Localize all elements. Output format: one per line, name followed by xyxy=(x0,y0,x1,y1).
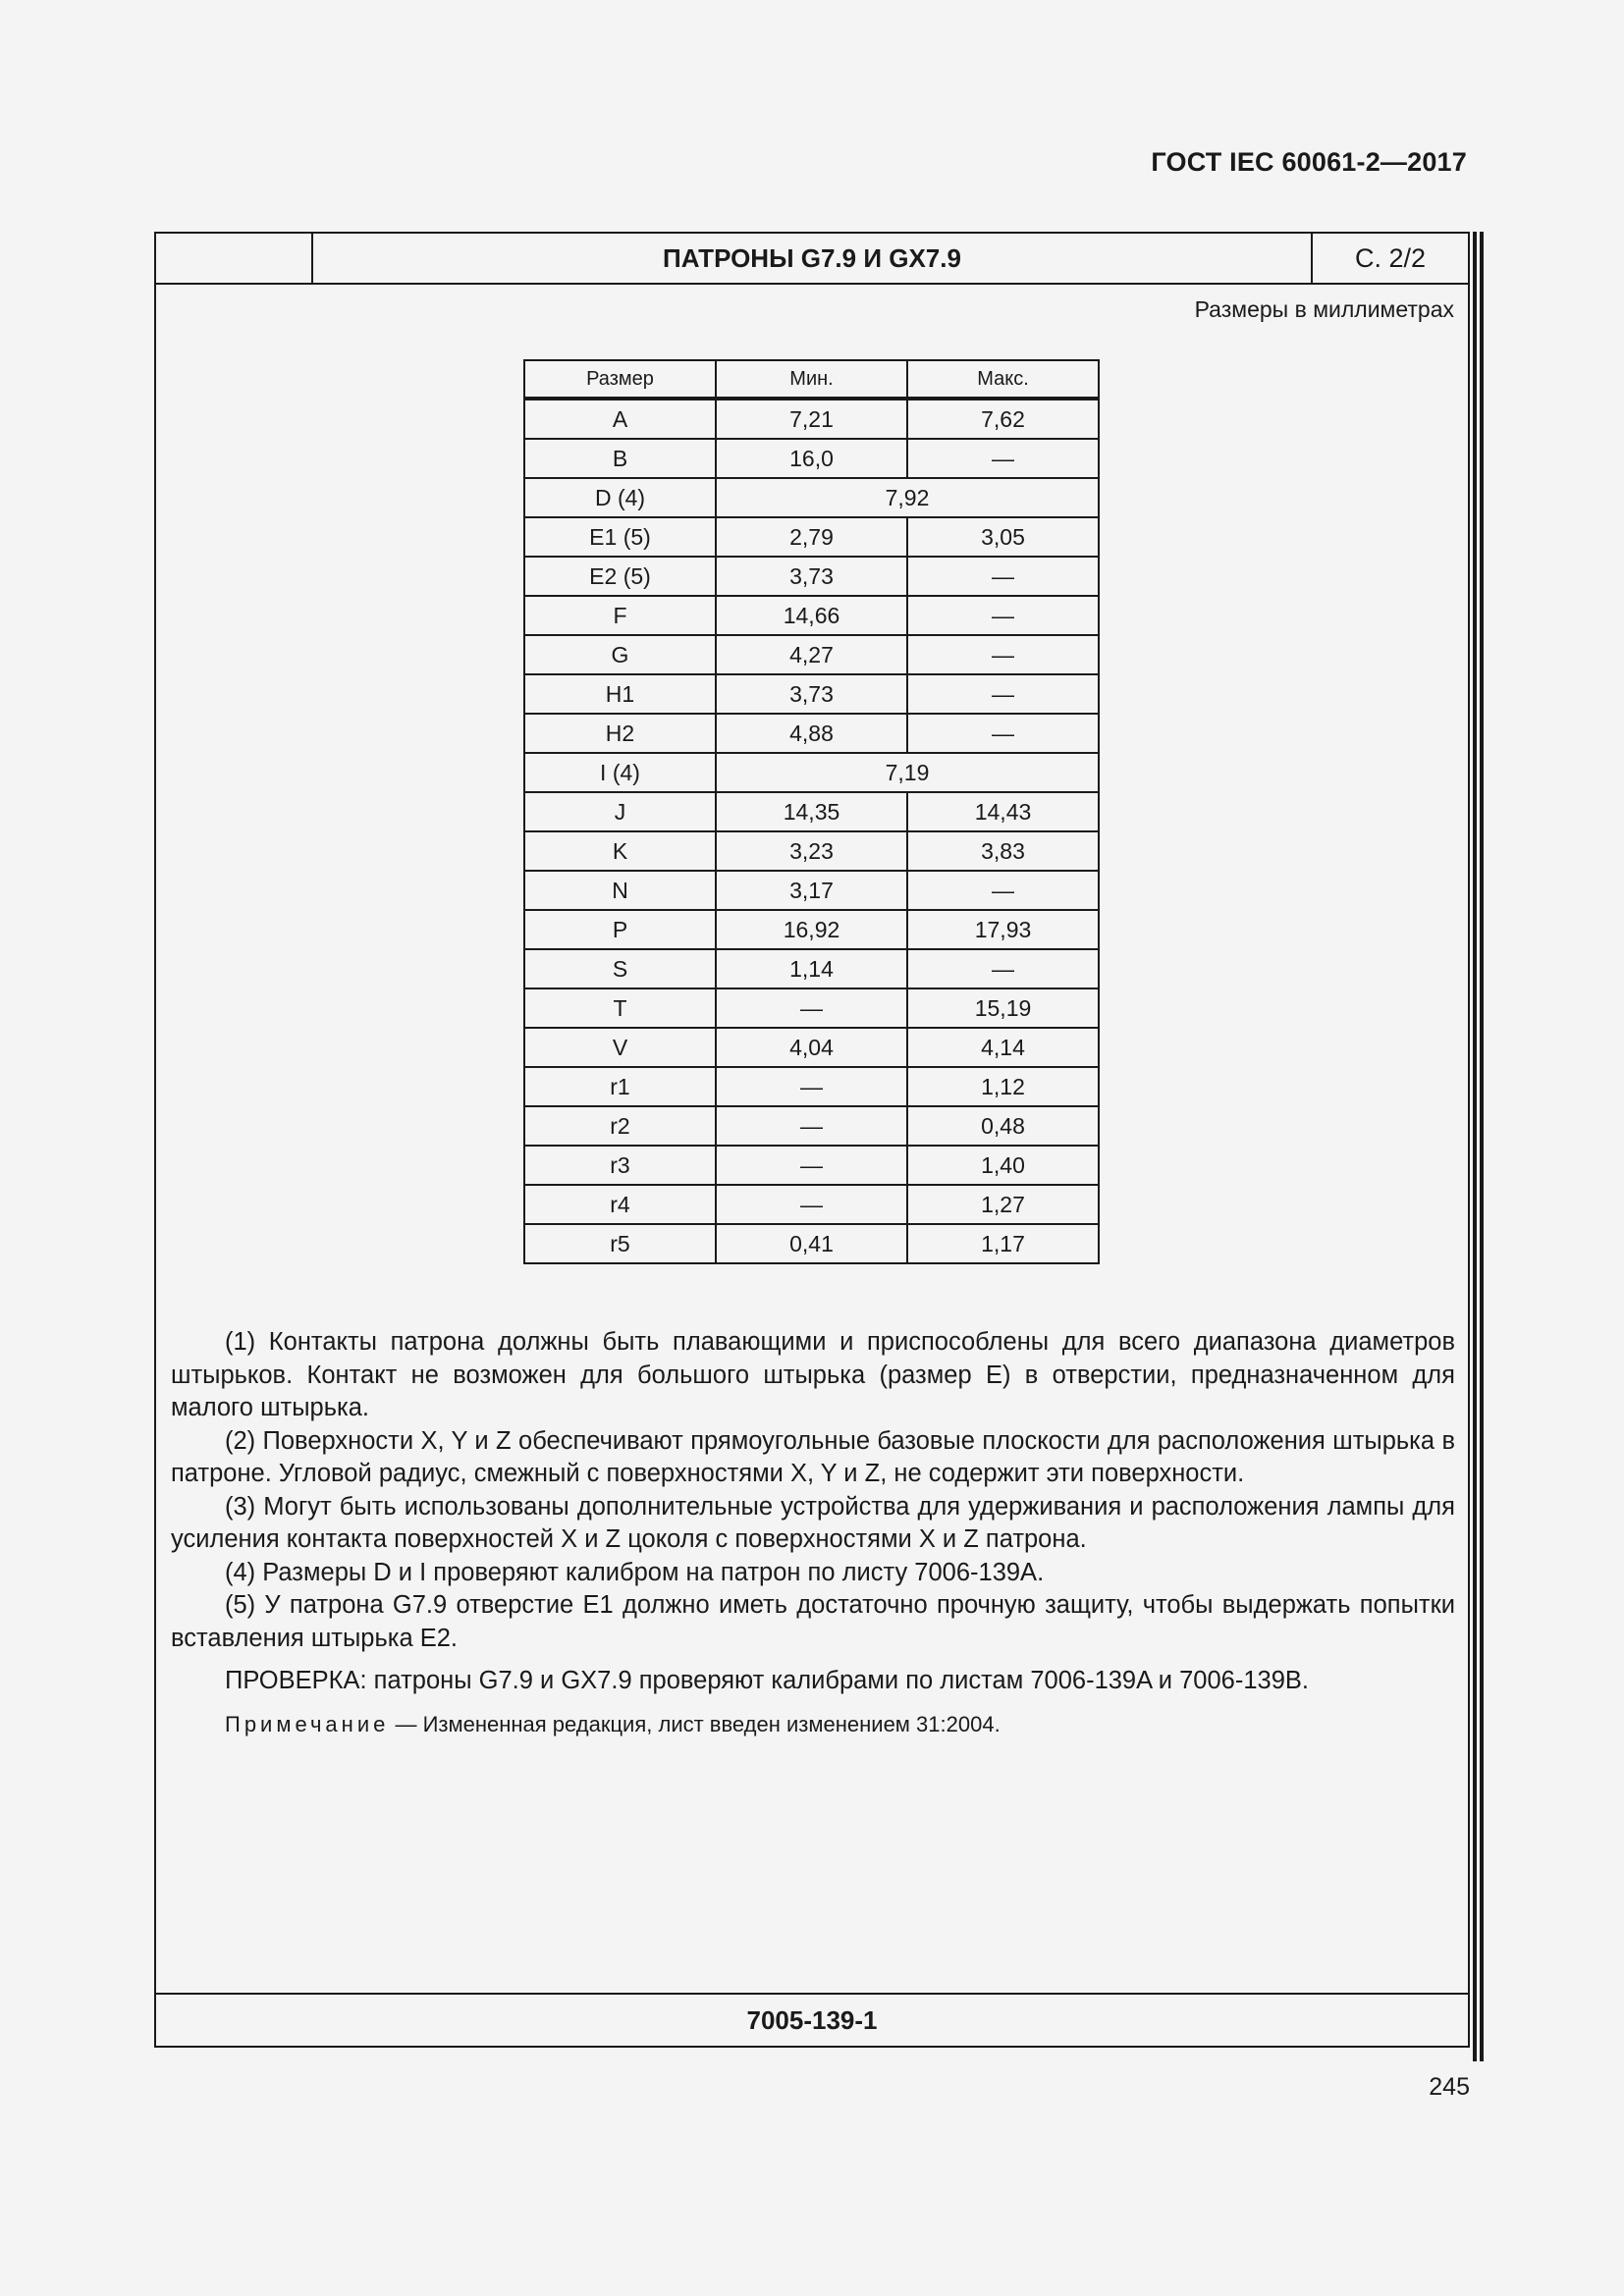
table-row xyxy=(524,1224,1099,1263)
dimension-value-cell: 4,27 xyxy=(716,635,907,674)
note-4: (4) Размеры D и I проверяют калибром на патрон по листу 7006-139A. xyxy=(225,1558,1045,1586)
dimension-name-cell: F xyxy=(524,596,716,635)
dimension-name-cell: r2 xyxy=(524,1106,716,1146)
note-2: (2) Поверхности X, Y и Z обеспечивают прямоугольные базовые плоскости для расположения штырька в патроне. Угловой радиус, смежный с поверхностями X, Y и Z, не содержит эти поверхности. xyxy=(171,1426,1455,1487)
dimension-name-cell: B xyxy=(524,439,716,478)
note-1: (1) Контакты патрона должны быть плавающими и приспособлены для всего диапазона диаметров штырьков. Контакт не возможен для большого штырька (размер E) в отверстии, предназначенном для малого штырька. xyxy=(171,1328,1455,1421)
table-row xyxy=(524,1185,1099,1224)
table-header-row xyxy=(524,360,1099,399)
dimension-name-cell: H2 xyxy=(524,714,716,753)
dimension-value-cell: 14,66 xyxy=(716,596,907,635)
dimension-value-cell: — xyxy=(907,439,1099,478)
dimension-value-cell: 17,93 xyxy=(907,910,1099,949)
dimension-name-cell: K xyxy=(524,831,716,871)
column-header: Размер xyxy=(524,360,716,399)
table-row xyxy=(524,871,1099,910)
table-row xyxy=(524,399,1099,439)
table-row xyxy=(524,1106,1099,1146)
dimension-name-cell: T xyxy=(524,988,716,1028)
dimension-value-cell: — xyxy=(716,1106,907,1146)
dimension-name-cell: N xyxy=(524,871,716,910)
table-row xyxy=(524,596,1099,635)
note-5: (5) У патрона G7.9 отверстие E1 должно иметь достаточно прочную защиту, чтобы выдержать попытки вставления штырька E2. xyxy=(171,1591,1455,1652)
sheet-header-blank-cell xyxy=(156,234,313,283)
dimension-value-cell: — xyxy=(716,1146,907,1185)
table-row xyxy=(524,674,1099,714)
dimension-value-cell: 1,17 xyxy=(907,1224,1099,1263)
dimension-value-cell: — xyxy=(716,988,907,1028)
dimension-value-cell: 2,79 xyxy=(716,517,907,557)
dimension-name-cell: r5 xyxy=(524,1224,716,1263)
sheet-page: С. 2/2 xyxy=(1311,234,1468,283)
dimension-name-cell: J xyxy=(524,792,716,831)
dimension-value-cell: 14,35 xyxy=(716,792,907,831)
table-row xyxy=(524,792,1099,831)
table-row xyxy=(524,557,1099,596)
dimension-name-cell: A xyxy=(524,399,716,439)
dimension-name-cell: E2 (5) xyxy=(524,557,716,596)
table-row xyxy=(524,949,1099,988)
column-header: Мин. xyxy=(716,360,907,399)
dimension-value-cell: — xyxy=(907,674,1099,714)
dimension-value-cell: 3,73 xyxy=(716,674,907,714)
frame-edge-line xyxy=(1473,232,1477,2061)
dimension-name-cell: H1 xyxy=(524,674,716,714)
dimension-name-cell: P xyxy=(524,910,716,949)
dimension-value-cell: 1,40 xyxy=(907,1146,1099,1185)
dimension-value-cell: — xyxy=(907,871,1099,910)
dimension-value-cell: — xyxy=(907,596,1099,635)
dimension-value-cell: 14,43 xyxy=(907,792,1099,831)
dimension-value-cell: — xyxy=(907,714,1099,753)
dimension-value-cell: 7,92 xyxy=(716,478,1099,517)
dimension-value-cell: 1,14 xyxy=(716,949,907,988)
table-row xyxy=(524,1146,1099,1185)
table-row xyxy=(524,1067,1099,1106)
table-row xyxy=(524,831,1099,871)
frame-edge-line xyxy=(1480,232,1484,2061)
dimension-name-cell: I (4) xyxy=(524,753,716,792)
remark-text: — Измененная редакция, лист введен изменением 31:2004. xyxy=(389,1711,1001,1736)
table-row xyxy=(524,439,1099,478)
table-row xyxy=(524,988,1099,1028)
dimension-value-cell: — xyxy=(716,1185,907,1224)
dimension-name-cell: S xyxy=(524,949,716,988)
dimension-value-cell: 4,14 xyxy=(907,1028,1099,1067)
dimension-value-cell: 7,62 xyxy=(907,399,1099,439)
remark-note xyxy=(171,1708,1455,1741)
table-row xyxy=(524,478,1099,517)
table-row xyxy=(524,1028,1099,1067)
dimension-value-cell: 3,83 xyxy=(907,831,1099,871)
remark-label: Примечание xyxy=(225,1711,390,1736)
dimension-name-cell: r3 xyxy=(524,1146,716,1185)
dimension-value-cell: — xyxy=(907,635,1099,674)
dimension-value-cell: 16,92 xyxy=(716,910,907,949)
dimension-name-cell: D (4) xyxy=(524,478,716,517)
dimensions-table xyxy=(523,359,1100,1264)
table-row xyxy=(524,753,1099,792)
notes-block xyxy=(171,1326,1455,1740)
table-row xyxy=(524,910,1099,949)
dimension-value-cell: 4,04 xyxy=(716,1028,907,1067)
table-row xyxy=(524,714,1099,753)
dimension-name-cell: r1 xyxy=(524,1067,716,1106)
dimension-value-cell: 3,73 xyxy=(716,557,907,596)
table-row xyxy=(524,635,1099,674)
page-number: 245 xyxy=(1429,2073,1470,2101)
dimension-value-cell: 7,21 xyxy=(716,399,907,439)
dimension-value-cell: 0,41 xyxy=(716,1224,907,1263)
dimension-name-cell: E1 (5) xyxy=(524,517,716,557)
dimension-name-cell: r4 xyxy=(524,1185,716,1224)
dimension-value-cell: 16,0 xyxy=(716,439,907,478)
dimension-value-cell: 1,12 xyxy=(907,1067,1099,1106)
sheet-number: 7005-139-1 xyxy=(156,1993,1468,2046)
dimension-name-cell: G xyxy=(524,635,716,674)
dimension-value-cell: 0,48 xyxy=(907,1106,1099,1146)
dimension-value-cell: 15,19 xyxy=(907,988,1099,1028)
dimension-value-cell: 3,23 xyxy=(716,831,907,871)
column-header: Макс. xyxy=(907,360,1099,399)
dimension-value-cell: — xyxy=(716,1067,907,1106)
check-note: ПРОВЕРКА: патроны G7.9 и GX7.9 проверяют калибрами по листам 7006-139A и 7006-139B. xyxy=(225,1667,1309,1694)
dimension-value-cell: 7,19 xyxy=(716,753,1099,792)
standard-id: ГОСТ IEC 60061-2—2017 xyxy=(1151,147,1467,177)
table-row xyxy=(524,517,1099,557)
dimension-value-cell: 1,27 xyxy=(907,1185,1099,1224)
dimension-value-cell: 4,88 xyxy=(716,714,907,753)
dimension-value-cell: — xyxy=(907,949,1099,988)
sheet-frame xyxy=(154,232,1470,2048)
sheet-title: ПАТРОНЫ G7.9 И GX7.9 xyxy=(663,242,961,273)
dimension-value-cell: 3,05 xyxy=(907,517,1099,557)
dimension-name-cell: V xyxy=(524,1028,716,1067)
dimension-value-cell: 3,17 xyxy=(716,871,907,910)
dimension-value-cell: — xyxy=(907,557,1099,596)
sheet-header xyxy=(156,234,1468,285)
units-note: Размеры в миллиметрах xyxy=(1194,296,1454,322)
note-3: (3) Могут быть использованы дополнительные устройства для удерживания и расположения лампы для усиления контакта поверхностей X и Z цоколя с поверхностями X и Z патрона. xyxy=(171,1492,1455,1553)
